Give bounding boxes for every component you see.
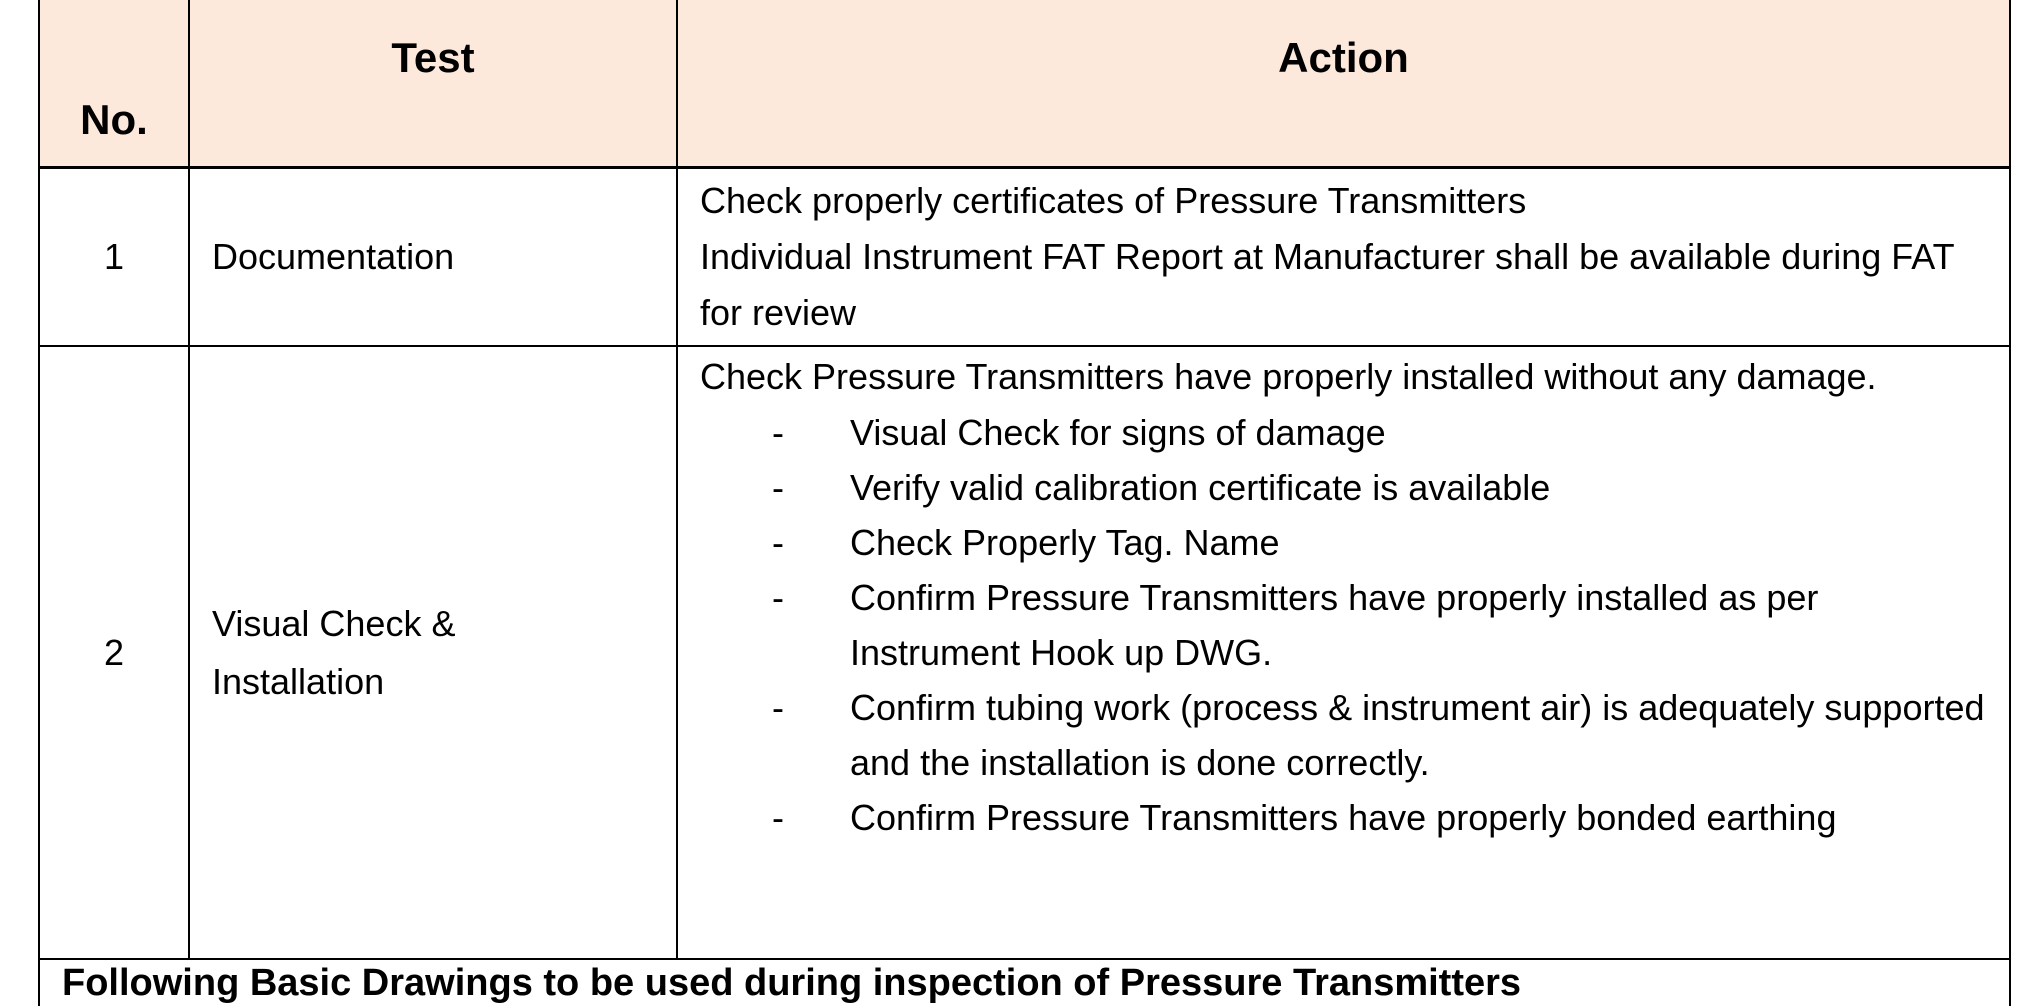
test-name — [189, 346, 677, 959]
action-description — [677, 346, 2010, 959]
inspection-test-table — [38, 0, 2011, 1006]
column-header-no: No. — [39, 0, 189, 168]
checklist-item — [700, 680, 1989, 790]
test-name — [189, 168, 677, 347]
column-header-action: Action — [677, 0, 2010, 168]
checklist-item — [700, 570, 1989, 680]
action-checklist — [700, 405, 1989, 845]
test-name-line: Documentation — [212, 236, 455, 277]
action-paragraph: Individual Instrument FAT Report at Manufacturer shall be available during FAT for review — [700, 236, 1954, 333]
drawings-note: Following Basic Drawings to be used during inspection of Pressure Transmitters — [39, 959, 2010, 1006]
dash-bullet-icon: - — [772, 797, 784, 838]
dash-bullet-icon: - — [772, 467, 784, 508]
checklist-item — [700, 405, 1989, 460]
action-description — [677, 168, 2010, 347]
checklist-item — [700, 460, 1989, 515]
column-header-test: Test — [189, 0, 677, 168]
table-row — [39, 346, 2010, 959]
row-number: 1 — [39, 168, 189, 347]
action-paragraph: Check Pressure Transmitters have properly installed without any damage. — [700, 356, 1877, 397]
test-name-line: Installation — [212, 660, 385, 702]
checklist-item-text: Confirm Pressure Transmitters have properly installed as per Instrument Hook up DWG. — [850, 577, 1819, 673]
checklist-item — [700, 515, 1989, 570]
drawings-note-row — [39, 959, 2010, 1006]
table-row — [39, 168, 2010, 347]
checklist-item-text: Visual Check for signs of damage — [850, 412, 1386, 453]
checklist-item-text: Verify valid calibration certificate is available — [850, 467, 1551, 508]
checklist-item-text: Check Properly Tag. Name — [850, 522, 1280, 563]
checklist-item-text: Confirm tubing work (process & instrument air) is adequately supported and the installation is done correctly. — [850, 687, 1985, 783]
dash-bullet-icon: - — [772, 687, 784, 728]
dash-bullet-icon: - — [772, 412, 784, 453]
row-number: 2 — [39, 346, 189, 959]
dash-bullet-icon: - — [772, 522, 784, 563]
checklist-item — [700, 790, 1989, 845]
action-paragraph: Check properly certificates of Pressure Transmitters — [700, 180, 1527, 221]
test-name-line: Visual Check & — [212, 602, 456, 644]
dash-bullet-icon: - — [772, 577, 784, 618]
checklist-item-text: Confirm Pressure Transmitters have properly bonded earthing — [850, 797, 1837, 838]
table-header-row — [39, 0, 2010, 168]
